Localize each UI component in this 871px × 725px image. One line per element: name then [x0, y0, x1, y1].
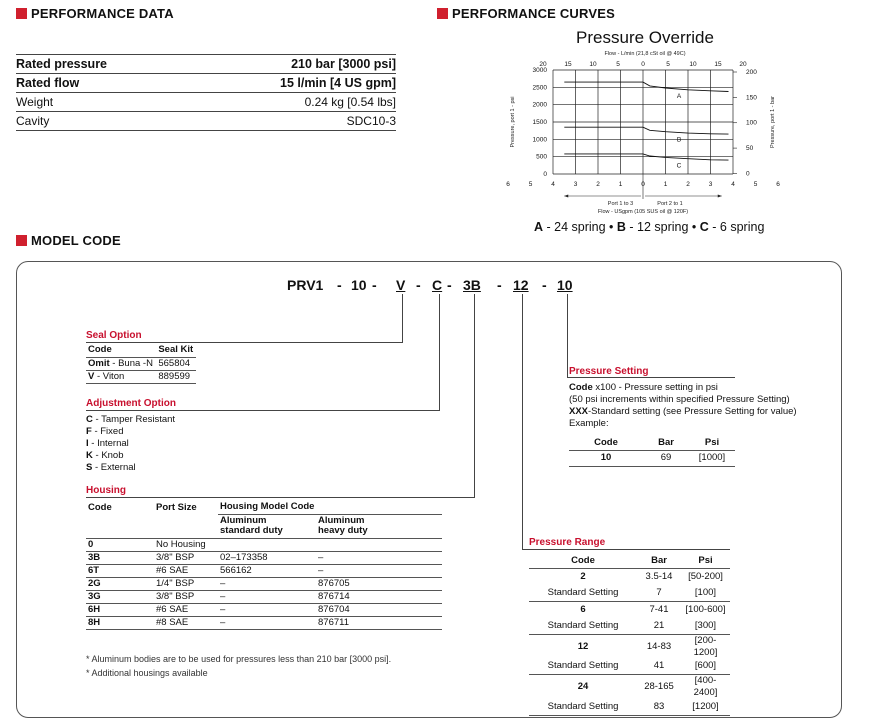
ps-header-bar: Bar: [658, 437, 674, 449]
chart-top-tick-label: 10: [689, 61, 697, 68]
chart-top-tick-label: 5: [666, 61, 670, 68]
adjustment-option-desc: - External: [92, 462, 136, 473]
housing-subheader-std: [218, 514, 316, 538]
connector-3b-vert: [474, 294, 475, 498]
legend-a-key: A: [534, 220, 544, 234]
seal-row: [86, 357, 196, 370]
pr-row-code: 24: [577, 681, 589, 692]
perf-curves-heading: [437, 6, 615, 21]
pressure-setting-text: [569, 382, 799, 430]
chart-left-tick-label: 1500: [532, 119, 547, 126]
housing-note-1: * Aluminum bodies are to be used for pressures less than 210 bar [3000 psi].: [86, 654, 392, 664]
housing-row: [86, 564, 442, 577]
pr-std-psi: [1200]: [692, 700, 719, 712]
chart-bottom-tick-label: 2: [686, 181, 690, 188]
model-code-dash: -: [337, 277, 342, 293]
legend-c-text: - 6 spring: [708, 220, 765, 234]
adjustment-option-item: [86, 450, 175, 462]
adjustment-option-desc: - Internal: [88, 438, 129, 449]
model-code-dash: -: [542, 277, 547, 293]
pr-header-code: Code: [571, 555, 595, 567]
pr-row-bar: 7-41: [649, 603, 669, 615]
pr-row-bar: 3.5-14: [645, 570, 673, 582]
adjustment-option-desc: - Tamper Resistant: [92, 414, 176, 425]
housing-row-code: 0: [88, 538, 94, 550]
model-code-dash: -: [447, 277, 452, 293]
pr-header-psi: Psi: [698, 555, 713, 567]
chart-right-tick-label: 100: [746, 119, 757, 127]
chart-top-tick-label: 5: [616, 61, 620, 68]
housing-row-code: 2G: [88, 577, 101, 589]
housing-row: [86, 616, 442, 629]
seal-row-code: V: [88, 370, 95, 382]
pressure-range-row: [529, 675, 730, 700]
pr-std-label: Standard Setting: [547, 660, 619, 672]
housing-row-std: –: [220, 616, 226, 628]
pr-std-bar: 7: [656, 586, 662, 598]
pr-std-bar: 41: [653, 660, 665, 672]
housing-row: [86, 603, 442, 616]
adjustment-option-code: S: [86, 462, 93, 473]
pr-row-bar: 28-165: [644, 681, 674, 692]
chart-bottom-tick-label: 3: [573, 181, 578, 188]
pr-std-bar: 83: [653, 700, 665, 712]
chart-port-right-label: Port 2 to 1: [657, 201, 683, 207]
adjustment-option-code: I: [86, 438, 89, 449]
chart-bottom-tick-label: 1: [618, 181, 623, 188]
pressure-range-row: [529, 568, 730, 585]
housing-header-model: Housing Model Code: [218, 501, 442, 514]
housing-row: [86, 538, 442, 551]
chart-series-label-c: C: [676, 162, 682, 170]
seal-row-kit: 565804: [158, 357, 191, 369]
ps-header-psi: Psi: [704, 437, 720, 449]
pressure-range-std-row: [529, 659, 730, 675]
pressure-range-title: Pressure Range: [529, 537, 606, 548]
model-code-part: C: [432, 277, 443, 293]
housing-row-std: 566162: [220, 564, 252, 576]
perf-data-label: Weight: [16, 95, 54, 109]
housing-subheader-std-line1: Aluminum: [220, 515, 267, 526]
chart-left-tick-label: 2000: [532, 101, 547, 109]
housing-row-std: –: [220, 603, 226, 615]
model-code-dash: -: [416, 277, 421, 293]
seal-row-kit: 889599: [158, 370, 191, 382]
housing-row-port: #6 SAE: [156, 564, 189, 576]
chart-title: Pressure Override: [576, 28, 714, 47]
housing-row: [86, 577, 442, 590]
pr-std-label: Standard Setting: [547, 619, 619, 631]
model-code-dash: -: [497, 277, 502, 293]
red-square-icon: [16, 8, 27, 19]
chart-bottom-tick-label: 5: [753, 181, 758, 188]
housing-header-port: Port Size: [156, 501, 197, 513]
seal-row-desc: - Buna -N: [109, 357, 153, 369]
pressure-setting-title: Pressure Setting: [569, 366, 649, 377]
connector-v-horiz: [86, 342, 403, 343]
chart-bottom-tick-label: 6: [776, 181, 780, 188]
adjustment-option-item: [86, 438, 175, 450]
perf-data-row: [16, 55, 396, 74]
chart-left-tick-label: 3000: [532, 67, 547, 74]
housing-subheader-blank: [154, 514, 218, 538]
ps-example-row: [569, 450, 735, 466]
pressure-range-row: [529, 634, 730, 659]
perf-data-row: [16, 74, 396, 93]
legend-a-text: - 24 spring •: [543, 220, 617, 234]
adjustment-option-desc: - Knob: [92, 450, 124, 461]
pressure-range-row: [529, 601, 730, 618]
pressure-setting-line3-text: -Standard setting (see Pressure Setting for value): [588, 406, 797, 417]
housing-row-heavy: 876711: [318, 616, 349, 628]
pr-std-bar: 21: [653, 619, 665, 631]
connector-c-horiz: [86, 410, 440, 411]
perf-data-label: Rated pressure: [16, 57, 108, 71]
chart-bottom-tick-label: 0: [641, 181, 645, 188]
perf-data-value: 210 bar [3000 psi]: [291, 57, 396, 71]
seal-option-table: [86, 344, 196, 384]
housing-row-std: [218, 538, 316, 551]
chart-series-label-a: A: [676, 93, 682, 101]
seal-row-code: Omit: [88, 357, 110, 369]
connector-v-vert: [402, 294, 403, 343]
housing-row-port: #6 SAE: [156, 603, 189, 615]
seal-row-desc: - Viton: [94, 370, 125, 382]
adjustment-option-code: F: [86, 426, 92, 437]
housing-row-code: 8H: [88, 616, 101, 628]
housing-subheader-heavy: [316, 514, 442, 538]
seal-row: [86, 370, 196, 383]
chart-bottom-tick-label: 3: [708, 181, 713, 188]
adjustment-option-list: [86, 414, 175, 474]
perf-data-label: Cavity: [16, 114, 50, 128]
chart-right-axis-label: Pressure, port 1 - bar: [770, 96, 776, 148]
chart-series-line-b: [564, 127, 728, 134]
ps-header-code: Code: [594, 437, 618, 449]
chart-right-tick-label: 50: [746, 145, 754, 153]
perf-data-value: SDC10-3: [346, 114, 396, 128]
chart-top-tick-label: 15: [714, 61, 722, 68]
red-square-icon: [16, 235, 27, 246]
model-code-heading-text: MODEL CODE: [31, 233, 121, 248]
adjustment-option-title: Adjustment Option: [86, 398, 176, 409]
chart-left-tick-label: 0: [543, 171, 547, 178]
pressure-setting-code-key: Code: [569, 382, 593, 393]
legend-c-key: C: [699, 220, 709, 234]
housing-row-port: #8 SAE: [156, 616, 189, 628]
model-code-part: 12: [513, 277, 529, 293]
chart-bottom-tick-label: 5: [528, 181, 533, 188]
pr-std-psi: [600]: [694, 660, 717, 672]
adjustment-option-item: [86, 414, 175, 426]
chart-arrow-right-head: [718, 195, 722, 198]
seal-row-code-cell: [86, 370, 156, 383]
pressure-setting-line4: Example:: [569, 418, 609, 429]
model-code-part: 3B: [463, 277, 481, 293]
housing-subheader-heavy-line1: Aluminum: [318, 515, 365, 526]
seal-header-code: Code: [88, 344, 112, 356]
chart-top-tick-label: 20: [739, 61, 747, 68]
connector-c-vert: [439, 294, 440, 411]
chart-arrow-left-head: [564, 195, 568, 198]
perf-data-value: 0.24 kg [0.54 lbs]: [304, 95, 396, 109]
chart-right-tick-label: 0: [746, 170, 750, 178]
pr-row-psi: [50-200]: [688, 570, 723, 582]
adjustment-option-desc: - Fixed: [91, 426, 124, 437]
connector-3b-horiz: [86, 497, 475, 498]
pr-std-label: Standard Setting: [547, 586, 619, 598]
housing-row-std: –: [220, 577, 226, 589]
legend-b-text: - 12 spring •: [625, 220, 700, 234]
housing-row-heavy: [316, 538, 442, 551]
legend-b-key: B: [616, 220, 626, 234]
perf-curves-heading-text: PERFORMANCE CURVES: [452, 6, 615, 21]
perf-data-row: [16, 112, 396, 131]
perf-data-row: [16, 93, 396, 112]
pr-row-code: 2: [580, 570, 586, 582]
housing-title: Housing: [86, 485, 126, 496]
adjustment-option-item: [86, 426, 175, 438]
adjustment-option-item: [86, 462, 175, 474]
housing-table: [86, 501, 442, 630]
chart-series-label-b: B: [676, 136, 682, 144]
model-code-dash: -: [372, 277, 377, 293]
housing-row-heavy: –: [318, 564, 324, 576]
model-code-part: PRV1: [287, 277, 324, 293]
model-code-part: V: [396, 277, 406, 293]
housing-subheader-heavy-line2: heavy duty: [318, 525, 368, 536]
chart-bottom-tick-label: 6: [506, 181, 510, 188]
seal-option-title: Seal Option: [86, 330, 142, 341]
connector-12-horiz: [522, 549, 730, 550]
adjustment-option-code: C: [86, 414, 93, 425]
pressure-range-std-row: [529, 585, 730, 601]
perf-data-heading: [16, 6, 174, 21]
connector-12-vert: [522, 294, 523, 550]
chart-bottom-tick-label: 4: [551, 181, 555, 188]
chart-series-line-a: [564, 82, 728, 91]
perf-data-table: [16, 54, 396, 131]
pr-std-psi: [100]: [694, 586, 717, 598]
ps-example-psi: [1000]: [698, 452, 726, 463]
pressure-setting-line1: [569, 382, 799, 394]
housing-row-port: 1/4" BSP: [156, 577, 195, 589]
housing-row-std: –: [220, 590, 226, 602]
pressure-setting-line1-text: x100 - Pressure setting in psi: [592, 382, 718, 393]
housing-row-heavy: 876714: [318, 590, 350, 602]
pr-row-code: 12: [577, 640, 589, 652]
chart-left-tick-label: 1000: [532, 136, 547, 144]
housing-row: [86, 590, 442, 603]
chart-bottom-axis-label: Flow - USgpm (105 SUS oil @ 120F): [597, 209, 689, 215]
pr-row-bar: 14-83: [646, 640, 672, 652]
seal-row-code-cell: [86, 357, 156, 370]
housing-row-heavy: 876705: [318, 577, 350, 589]
pr-std-label: Standard Setting: [547, 700, 619, 712]
connector-10-vert: [567, 294, 568, 378]
housing-note-2: * Additional housings available: [86, 668, 208, 678]
housing-row-code: 6T: [88, 564, 100, 576]
pr-row-code: 6: [580, 603, 586, 615]
chart-top-tick-label: 0: [641, 61, 645, 68]
curves-legend: [534, 220, 764, 234]
pr-row-psi: [400-2400]: [693, 675, 718, 698]
housing-subheader-std-line2: standard duty: [220, 525, 283, 536]
seal-header-kit: Seal Kit: [158, 344, 194, 356]
perf-data-value: 15 l/min [4 US gpm]: [280, 76, 396, 90]
chart-right-tick-label: 150: [746, 94, 757, 102]
chart-right-tick-label: 200: [746, 69, 757, 76]
pr-std-psi: [300]: [694, 619, 717, 631]
connector-10-horiz: [567, 377, 735, 378]
ps-example-bar: 69: [660, 452, 672, 463]
pressure-range-std-row: [529, 699, 730, 715]
pressure-range-table: [529, 555, 730, 716]
model-code-part: 10: [351, 277, 367, 293]
housing-row-code: 3G: [88, 590, 101, 602]
model-code-part: 10: [557, 277, 573, 293]
pr-header-bar: Bar: [651, 555, 667, 567]
chart-top-tick-label: 10: [589, 61, 597, 68]
housing-row-code: 3B: [88, 551, 101, 563]
pr-row-psi: [200-1200]: [693, 634, 718, 658]
perf-data-label: Rated flow: [16, 76, 80, 90]
ps-example-code: 10: [600, 452, 612, 463]
pressure-setting-line3: [569, 406, 799, 418]
chart-port-left-label: Port 1 to 3: [607, 201, 634, 207]
chart-top-tick-label: 15: [564, 61, 572, 68]
adjustment-option-code: K: [86, 450, 93, 461]
housing-row-port: 3/8" BSP: [156, 551, 195, 563]
chart-bottom-tick-label: 1: [663, 181, 668, 188]
housing-row-heavy: –: [318, 551, 324, 563]
pr-row-psi: [100-600]: [685, 603, 726, 615]
chart-left-tick-label: 2500: [532, 84, 547, 92]
chart-top-axis-label: Flow - L/min (21,8 cSt oil @ 49C): [604, 51, 686, 57]
housing-row: [86, 551, 442, 564]
pressure-setting-xxx-key: XXX: [569, 406, 589, 417]
housing-row-port: No Housing: [156, 538, 206, 550]
chart-bottom-tick-label: 2: [596, 181, 600, 188]
red-square-icon: [437, 8, 448, 19]
housing-row-std: 02–173358: [220, 551, 268, 563]
housing-row-code: 6H: [88, 603, 101, 615]
model-code-heading: [16, 233, 121, 248]
housing-header-code: Code: [88, 501, 112, 513]
housing-subheader-blank: [86, 514, 154, 538]
housing-row-heavy: 876704: [318, 603, 350, 615]
chart-top-tick-label: 20: [539, 61, 547, 68]
pressure-setting-example-table: [569, 437, 735, 467]
perf-data-heading-text: PERFORMANCE DATA: [31, 6, 174, 21]
pressure-range-std-row: [529, 618, 730, 634]
pressure-setting-line2: (50 psi increments within specified Pressure Setting): [569, 394, 790, 405]
chart-left-tick-label: 500: [536, 153, 547, 161]
housing-row-port: 3/8" BSP: [156, 590, 195, 602]
chart-left-axis-label: Pressure, port 1 - psi: [510, 96, 516, 148]
chart-bottom-tick-label: 4: [731, 181, 735, 188]
pressure-override-chart: [500, 30, 790, 218]
